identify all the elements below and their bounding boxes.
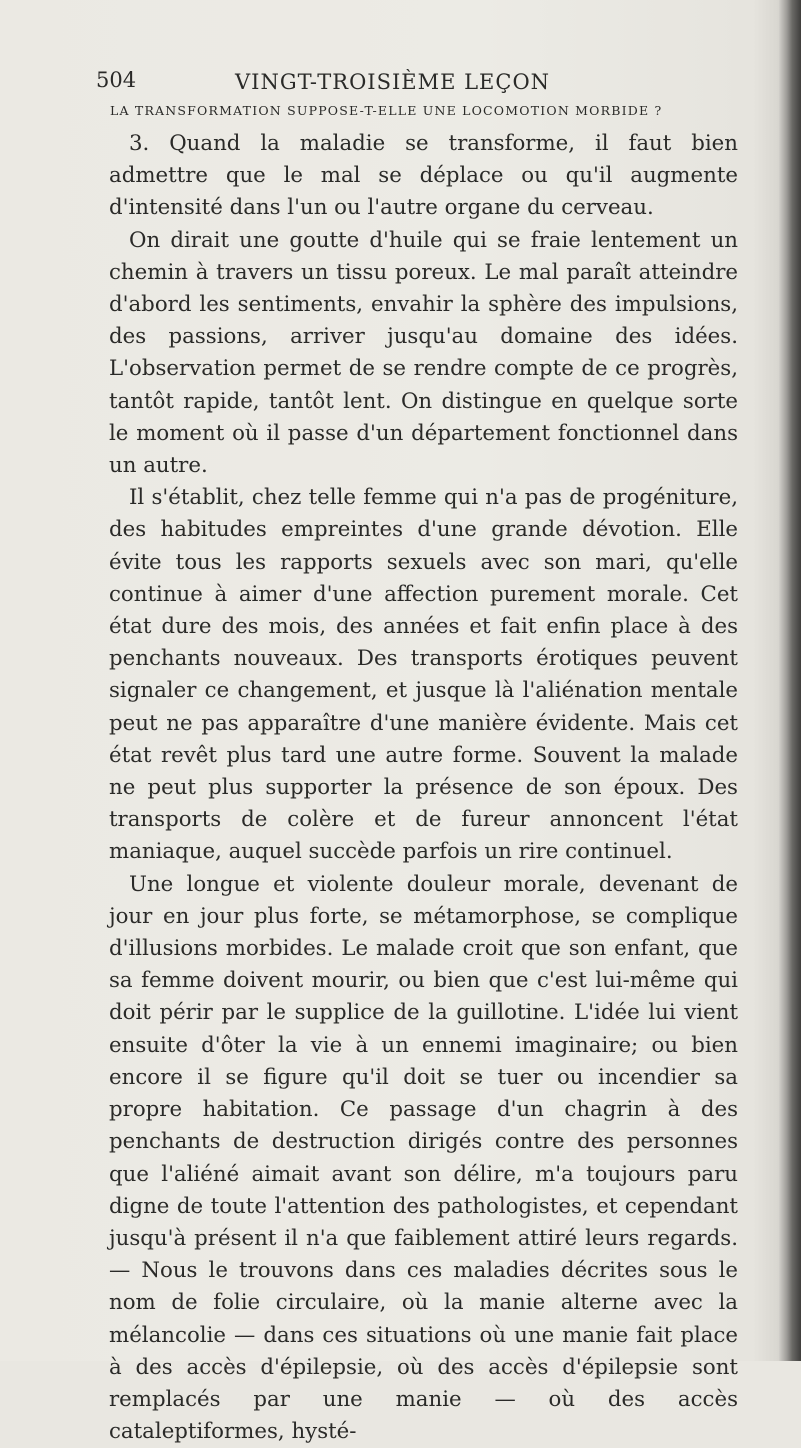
paragraph-2: On dirait une goutte d'huile qui se fraie lentement un chemin à travers un tissu poreux. Le mal paraît atteindre d'abord les sentiments, envahir la sphère des impulsions, des passions, arriver jusqu'au domaine des idées. L'observation permet de se rendre compte de ce progrès, tantôt rapide, tantôt lent. On distingue en quelque sorte le moment où il passe d'un département fonctionnel dans un autre. <box>109 227 738 479</box>
paragraph-3: Il s'établit, chez telle femme qui n'a pas de progéniture, des habitudes empreintes d'une grande dévotion. Elle évite tous les rapports sexuels avec son mari, qu'elle continue à aimer d'une affection purement morale. Cet état dure des mois, des années et fait enfin place à des penchants nouveaux. Des transports érotiques peuvent signaler ce changement, et jusque là l'aliénation mentale peut ne pas apparaître d'une manière évidente. Mais cet état revêt plus tard une autre forme. Souvent la malade ne peut plus supporter la présence de son époux. Des transports de colère et de fureur annoncent l'état maniaque, auquel succède parfois un rire continuel. <box>109 485 738 865</box>
page-number: 504 <box>96 68 137 92</box>
paragraph-1: 3. Quand la maladie se transforme, il faut bien admettre que le mal se déplace ou qu'il augmente d'intensité dans l'un ou l'autre organe du cerveau. <box>109 131 738 221</box>
running-head: VINGT-TROISIÈME LEÇON <box>235 70 551 94</box>
body-text <box>109 128 738 1448</box>
paragraph-4: Une longue et violente douleur morale, devenant de jour en jour plus forte, se métamorphose, se complique d'illusions morbides. Le malade croit que son enfant, que sa femme doivent mourir, ou bien que c'est lui-même qui doit périr par le supplice de la guillotine. L'idée lui vient ensuite d'ôter la vie à un ennemi imaginaire; ou bien encore il se figure qu'il doit se tuer ou incendier sa propre habitation. Ce passage d'un chagrin à des penchants de destruction dirigés contre des personnes que l'aliéné aimait avant son délire, m'a toujours paru digne de toute l'attention des pathologistes, et cependant jusqu'à présent il n'a que faiblement attiré leurs regards. — Nous le trouvons dans ces maladies décrites sous le nom de folie circulaire, où la manie alterne avec la mélancolie — dans ces situations où une manie fait place à des accès d'épilepsie, où des accès d'épilepsie sont remplacés par une manie — où des accès cataleptiformes, hysté- <box>109 871 738 1445</box>
book-binding-edge <box>779 0 801 1361</box>
section-heading: LA TRANSFORMATION SUPPOSE-T-ELLE UNE LOCOMOTION MORBIDE ? <box>110 103 663 118</box>
